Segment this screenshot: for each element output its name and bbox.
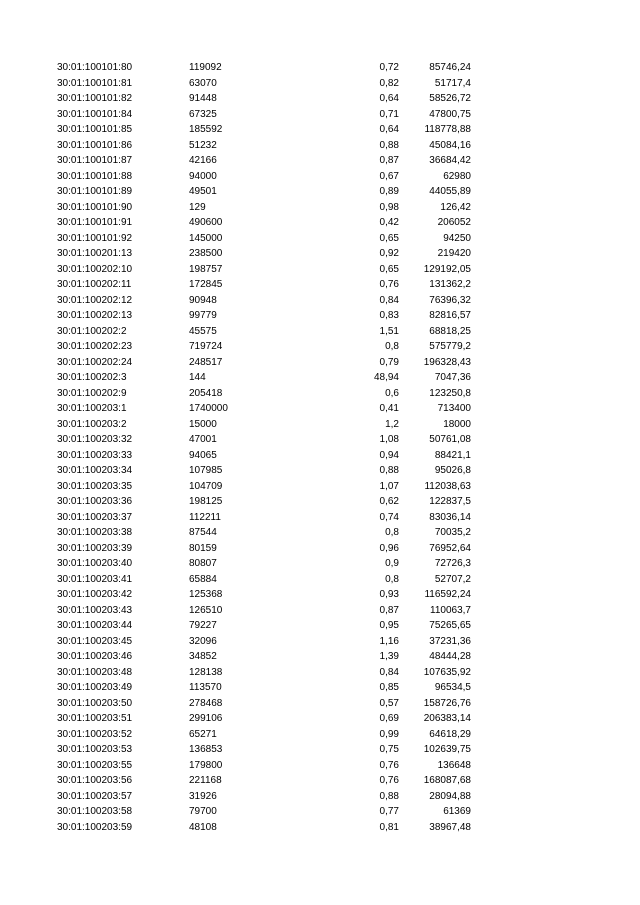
cadastral-number-cell: 30:01:100203:50 bbox=[57, 697, 133, 709]
table-row bbox=[0, 711, 640, 727]
cadastral-number-cell: 30:01:100203:56 bbox=[57, 775, 133, 786]
rate-cell: 0,76 bbox=[379, 279, 399, 290]
cadastral-number-cell: 30:01:100101:87 bbox=[57, 155, 133, 166]
area-cell: 79700 bbox=[189, 806, 217, 817]
value-cell: 7047,36 bbox=[434, 372, 471, 383]
table-row bbox=[0, 386, 640, 402]
area-cell: 42166 bbox=[189, 155, 217, 166]
area-cell: 238500 bbox=[189, 248, 223, 259]
cadastral-number-cell: 30:01:100101:84 bbox=[57, 108, 133, 120]
area-cell: 129 bbox=[189, 201, 206, 213]
table-row bbox=[0, 153, 640, 169]
area-cell: 145000 bbox=[189, 232, 223, 244]
table-row bbox=[0, 417, 640, 433]
table-row bbox=[0, 727, 640, 743]
rate-cell: 0,72 bbox=[379, 62, 399, 73]
table-row bbox=[0, 541, 640, 557]
area-cell: 31926 bbox=[189, 790, 217, 802]
rate-cell: 0,77 bbox=[379, 806, 399, 817]
area-cell: 65884 bbox=[189, 573, 217, 585]
table-row bbox=[0, 91, 640, 107]
table-row bbox=[0, 463, 640, 479]
cadastral-number-cell: 30:01:100203:32 bbox=[57, 434, 133, 445]
rate-cell: 0,87 bbox=[379, 604, 399, 616]
value-cell: 158726,76 bbox=[423, 697, 471, 709]
area-cell: 63070 bbox=[189, 77, 217, 89]
rate-cell: 0,9 bbox=[385, 558, 399, 569]
table-row bbox=[0, 634, 640, 650]
rate-cell: 0,67 bbox=[379, 170, 399, 182]
value-cell: 102639,75 bbox=[423, 744, 471, 755]
table-row bbox=[0, 494, 640, 510]
area-cell: 65271 bbox=[189, 728, 217, 740]
table-row bbox=[0, 60, 640, 76]
value-cell: 219420 bbox=[437, 248, 471, 259]
value-cell: 206383,14 bbox=[423, 713, 471, 724]
area-cell: 126510 bbox=[189, 604, 223, 616]
value-cell: 83036,14 bbox=[429, 511, 471, 523]
rate-cell: 0,8 bbox=[385, 573, 399, 585]
value-cell: 713400 bbox=[437, 403, 471, 414]
rate-cell: 0,62 bbox=[379, 496, 399, 507]
spreadsheet-table bbox=[0, 60, 640, 835]
cadastral-number-cell: 30:01:100202:24 bbox=[57, 356, 133, 368]
value-cell: 76396,32 bbox=[429, 294, 471, 306]
value-cell: 85746,24 bbox=[429, 62, 471, 73]
area-cell: 172845 bbox=[189, 279, 223, 290]
rate-cell: 0,41 bbox=[379, 403, 399, 414]
value-cell: 107635,92 bbox=[423, 666, 471, 678]
cadastral-number-cell: 30:01:100203:59 bbox=[57, 821, 133, 833]
area-cell: 15000 bbox=[189, 418, 217, 430]
value-cell: 112038,63 bbox=[424, 480, 471, 492]
area-cell: 113570 bbox=[189, 682, 222, 693]
area-cell: 112211 bbox=[189, 511, 221, 523]
rate-cell: 0,99 bbox=[379, 728, 399, 740]
rate-cell: 0,84 bbox=[379, 666, 399, 678]
table-row bbox=[0, 572, 640, 588]
value-cell: 94250 bbox=[443, 232, 471, 244]
table-row bbox=[0, 587, 640, 603]
rate-cell: 0,75 bbox=[379, 744, 399, 755]
cadastral-number-cell: 30:01:100203:42 bbox=[57, 589, 133, 600]
table-row bbox=[0, 277, 640, 293]
area-cell: 299106 bbox=[189, 713, 223, 724]
table-row bbox=[0, 138, 640, 154]
area-cell: 119092 bbox=[189, 62, 222, 73]
value-cell: 126,42 bbox=[440, 201, 471, 213]
area-cell: 144 bbox=[189, 372, 206, 383]
rate-cell: 0,87 bbox=[379, 155, 399, 166]
value-cell: 52707,2 bbox=[434, 573, 471, 585]
table-row bbox=[0, 603, 640, 619]
rate-cell: 0,83 bbox=[379, 310, 399, 321]
table-row bbox=[0, 339, 640, 355]
cadastral-number-cell: 30:01:100101:85 bbox=[57, 124, 133, 135]
table-row bbox=[0, 680, 640, 696]
table-row bbox=[0, 618, 640, 634]
rate-cell: 0,71 bbox=[379, 108, 399, 120]
area-cell: 80159 bbox=[189, 542, 217, 554]
rate-cell: 0,89 bbox=[379, 186, 399, 197]
rate-cell: 0,95 bbox=[379, 620, 399, 631]
cadastral-number-cell: 30:01:100203:53 bbox=[57, 744, 133, 755]
table-row bbox=[0, 758, 640, 774]
value-cell: 70035,2 bbox=[434, 527, 471, 538]
value-cell: 131362,2 bbox=[429, 279, 471, 290]
value-cell: 58526,72 bbox=[429, 93, 471, 104]
cadastral-number-cell: 30:01:100203:35 bbox=[57, 480, 133, 492]
cadastral-number-cell: 30:01:100203:51 bbox=[57, 713, 133, 724]
area-cell: 198125 bbox=[189, 496, 223, 507]
cadastral-number-cell: 30:01:100202:3 bbox=[57, 372, 127, 383]
area-cell: 99779 bbox=[189, 310, 217, 321]
table-row bbox=[0, 370, 640, 386]
table-row bbox=[0, 804, 640, 820]
rate-cell: 0,64 bbox=[379, 93, 399, 104]
area-cell: 80807 bbox=[189, 558, 217, 569]
area-cell: 1740000 bbox=[189, 403, 228, 414]
rate-cell: 0,79 bbox=[379, 356, 399, 368]
rate-cell: 0,92 bbox=[379, 248, 399, 259]
table-row bbox=[0, 432, 640, 448]
cadastral-number-cell: 30:01:100101:86 bbox=[57, 139, 133, 151]
cadastral-number-cell: 30:01:100203:1 bbox=[57, 403, 127, 414]
rate-cell: 0,42 bbox=[379, 217, 399, 228]
rate-cell: 0,82 bbox=[379, 77, 399, 89]
cadastral-number-cell: 30:01:100101:89 bbox=[57, 186, 133, 197]
table-row bbox=[0, 184, 640, 200]
value-cell: 45084,16 bbox=[429, 139, 471, 151]
table-row bbox=[0, 696, 640, 712]
area-cell: 221168 bbox=[189, 775, 222, 786]
rate-cell: 0,98 bbox=[379, 201, 399, 213]
value-cell: 48444,28 bbox=[429, 651, 471, 662]
value-cell: 72726,3 bbox=[434, 558, 471, 569]
rate-cell: 1,39 bbox=[379, 651, 399, 662]
table-row bbox=[0, 665, 640, 681]
table-row bbox=[0, 308, 640, 324]
area-cell: 47001 bbox=[189, 434, 217, 445]
rate-cell: 0,74 bbox=[379, 511, 399, 523]
area-cell: 107985 bbox=[189, 465, 223, 476]
table-row bbox=[0, 169, 640, 185]
area-cell: 248517 bbox=[189, 356, 223, 368]
value-cell: 76952,64 bbox=[429, 542, 471, 554]
value-cell: 50761,08 bbox=[429, 434, 471, 445]
area-cell: 49501 bbox=[189, 186, 217, 197]
value-cell: 18000 bbox=[443, 418, 471, 430]
rate-cell: 0,8 bbox=[385, 341, 399, 352]
value-cell: 123250,8 bbox=[429, 387, 471, 399]
cadastral-number-cell: 30:01:100203:49 bbox=[57, 682, 133, 693]
table-row bbox=[0, 262, 640, 278]
rate-cell: 0,69 bbox=[379, 713, 399, 724]
area-cell: 490600 bbox=[189, 217, 223, 228]
cadastral-number-cell: 30:01:100202:2 bbox=[57, 325, 127, 337]
cadastral-number-cell: 30:01:100101:91 bbox=[57, 217, 133, 228]
rate-cell: 1,08 bbox=[379, 434, 399, 445]
area-cell: 67325 bbox=[189, 108, 217, 120]
value-cell: 206052 bbox=[437, 217, 471, 228]
value-cell: 75265,65 bbox=[429, 620, 471, 631]
table-row bbox=[0, 479, 640, 495]
cadastral-number-cell: 30:01:100203:48 bbox=[57, 666, 133, 678]
value-cell: 575779,2 bbox=[429, 341, 471, 352]
area-cell: 104709 bbox=[189, 480, 223, 492]
rate-cell: 0,84 bbox=[379, 294, 399, 306]
table-row bbox=[0, 773, 640, 789]
rate-cell: 0,85 bbox=[379, 682, 399, 693]
area-cell: 79227 bbox=[189, 620, 217, 631]
cadastral-number-cell: 30:01:100203:33 bbox=[57, 449, 133, 461]
value-cell: 37231,36 bbox=[429, 635, 471, 647]
table-row bbox=[0, 76, 640, 92]
value-cell: 88421,1 bbox=[434, 449, 471, 461]
cadastral-number-cell: 30:01:100202:13 bbox=[57, 310, 133, 321]
cadastral-number-cell: 30:01:100203:37 bbox=[57, 511, 133, 523]
cadastral-number-cell: 30:01:100101:88 bbox=[57, 170, 133, 182]
table-row bbox=[0, 789, 640, 805]
cadastral-number-cell: 30:01:100202:12 bbox=[57, 294, 133, 306]
cadastral-number-cell: 30:01:100203:39 bbox=[57, 542, 133, 554]
rate-cell: 0,88 bbox=[379, 790, 399, 802]
value-cell: 38967,48 bbox=[429, 821, 471, 833]
rate-cell: 1,16 bbox=[379, 635, 399, 647]
table-row bbox=[0, 246, 640, 262]
cadastral-number-cell: 30:01:100101:92 bbox=[57, 232, 133, 244]
cadastral-number-cell: 30:01:100203:46 bbox=[57, 651, 133, 662]
table-row bbox=[0, 107, 640, 123]
area-cell: 198757 bbox=[189, 263, 223, 275]
value-cell: 136648 bbox=[437, 759, 471, 771]
cadastral-number-cell: 30:01:100101:90 bbox=[57, 201, 133, 213]
area-cell: 136853 bbox=[189, 744, 223, 755]
cadastral-number-cell: 30:01:100203:58 bbox=[57, 806, 133, 817]
cadastral-number-cell: 30:01:100203:55 bbox=[57, 759, 133, 771]
table-row bbox=[0, 231, 640, 247]
area-cell: 34852 bbox=[189, 651, 217, 662]
rate-cell: 0,65 bbox=[379, 263, 399, 275]
value-cell: 118778,88 bbox=[424, 124, 471, 135]
area-cell: 128138 bbox=[189, 666, 223, 678]
area-cell: 90948 bbox=[189, 294, 217, 306]
cadastral-number-cell: 30:01:100203:52 bbox=[57, 728, 133, 740]
value-cell: 196328,43 bbox=[423, 356, 471, 368]
rate-cell: 0,57 bbox=[379, 697, 399, 709]
area-cell: 91448 bbox=[189, 93, 217, 104]
rate-cell: 0,8 bbox=[385, 527, 399, 538]
rate-cell: 0,88 bbox=[379, 139, 399, 151]
rate-cell: 0,76 bbox=[379, 759, 399, 771]
value-cell: 44055,89 bbox=[429, 186, 471, 197]
cadastral-number-cell: 30:01:100201:13 bbox=[57, 248, 133, 259]
value-cell: 28094,88 bbox=[429, 790, 471, 802]
area-cell: 179800 bbox=[189, 759, 223, 771]
cadastral-number-cell: 30:01:100202:11 bbox=[57, 279, 132, 290]
rate-cell: 0,6 bbox=[385, 387, 399, 399]
value-cell: 47800,75 bbox=[429, 108, 471, 120]
value-cell: 82816,57 bbox=[429, 310, 471, 321]
table-row bbox=[0, 215, 640, 231]
value-cell: 62980 bbox=[443, 170, 471, 182]
table-row bbox=[0, 510, 640, 526]
cadastral-number-cell: 30:01:100203:44 bbox=[57, 620, 133, 631]
cadastral-number-cell: 30:01:100203:38 bbox=[57, 527, 133, 538]
value-cell: 36684,42 bbox=[429, 155, 471, 166]
table-row bbox=[0, 742, 640, 758]
value-cell: 96534,5 bbox=[434, 682, 471, 693]
rate-cell: 1,2 bbox=[385, 418, 399, 430]
value-cell: 95026,8 bbox=[434, 465, 471, 476]
rate-cell: 0,76 bbox=[379, 775, 399, 786]
rate-cell: 0,88 bbox=[379, 465, 399, 476]
rate-cell: 0,96 bbox=[379, 542, 399, 554]
area-cell: 51232 bbox=[189, 139, 217, 151]
cadastral-number-cell: 30:01:100202:9 bbox=[57, 387, 127, 399]
cadastral-number-cell: 30:01:100101:80 bbox=[57, 62, 133, 73]
table-row bbox=[0, 122, 640, 138]
value-cell: 129192,05 bbox=[423, 263, 471, 275]
area-cell: 185592 bbox=[189, 124, 223, 135]
cadastral-number-cell: 30:01:100101:81 bbox=[57, 77, 133, 89]
value-cell: 68818,25 bbox=[429, 325, 471, 337]
area-cell: 719724 bbox=[189, 341, 223, 352]
cadastral-number-cell: 30:01:100202:10 bbox=[57, 263, 133, 275]
table-row bbox=[0, 324, 640, 340]
value-cell: 61369 bbox=[443, 806, 471, 817]
value-cell: 122837,5 bbox=[429, 496, 471, 507]
cadastral-number-cell: 30:01:100203:57 bbox=[57, 790, 133, 802]
cadastral-number-cell: 30:01:100101:82 bbox=[57, 93, 133, 104]
table-row bbox=[0, 448, 640, 464]
area-cell: 94065 bbox=[189, 449, 217, 461]
rate-cell: 1,07 bbox=[379, 480, 399, 492]
table-row bbox=[0, 293, 640, 309]
area-cell: 32096 bbox=[189, 635, 217, 647]
rate-cell: 0,93 bbox=[379, 589, 399, 600]
cadastral-number-cell: 30:01:100202:23 bbox=[57, 341, 133, 352]
area-cell: 87544 bbox=[189, 527, 217, 538]
cadastral-number-cell: 30:01:100203:41 bbox=[57, 573, 133, 585]
cadastral-number-cell: 30:01:100203:43 bbox=[57, 604, 133, 616]
table-row bbox=[0, 200, 640, 216]
table-row bbox=[0, 649, 640, 665]
value-cell: 168087,68 bbox=[423, 775, 471, 786]
rate-cell: 1,51 bbox=[379, 325, 399, 337]
area-cell: 48108 bbox=[189, 821, 217, 833]
rate-cell: 48,94 bbox=[373, 372, 399, 383]
value-cell: 116592,24 bbox=[424, 589, 471, 600]
table-row bbox=[0, 525, 640, 541]
rate-cell: 0,94 bbox=[379, 449, 399, 461]
value-cell: 110063,7 bbox=[430, 604, 471, 616]
value-cell: 51717,4 bbox=[434, 77, 471, 89]
table-row bbox=[0, 820, 640, 836]
area-cell: 125368 bbox=[189, 589, 223, 600]
area-cell: 94000 bbox=[189, 170, 217, 182]
value-cell: 64618,29 bbox=[429, 728, 471, 740]
area-cell: 205418 bbox=[189, 387, 223, 399]
cadastral-number-cell: 30:01:100203:40 bbox=[57, 558, 133, 569]
rate-cell: 0,64 bbox=[379, 124, 399, 135]
area-cell: 278468 bbox=[189, 697, 223, 709]
table-row bbox=[0, 355, 640, 371]
cadastral-number-cell: 30:01:100203:45 bbox=[57, 635, 133, 647]
rate-cell: 0,65 bbox=[379, 232, 399, 244]
rate-cell: 0,81 bbox=[379, 821, 399, 833]
table-row bbox=[0, 556, 640, 572]
cadastral-number-cell: 30:01:100203:36 bbox=[57, 496, 133, 507]
cadastral-number-cell: 30:01:100203:34 bbox=[57, 465, 133, 476]
cadastral-number-cell: 30:01:100203:2 bbox=[57, 418, 127, 430]
area-cell: 45575 bbox=[189, 325, 217, 337]
table-row bbox=[0, 401, 640, 417]
